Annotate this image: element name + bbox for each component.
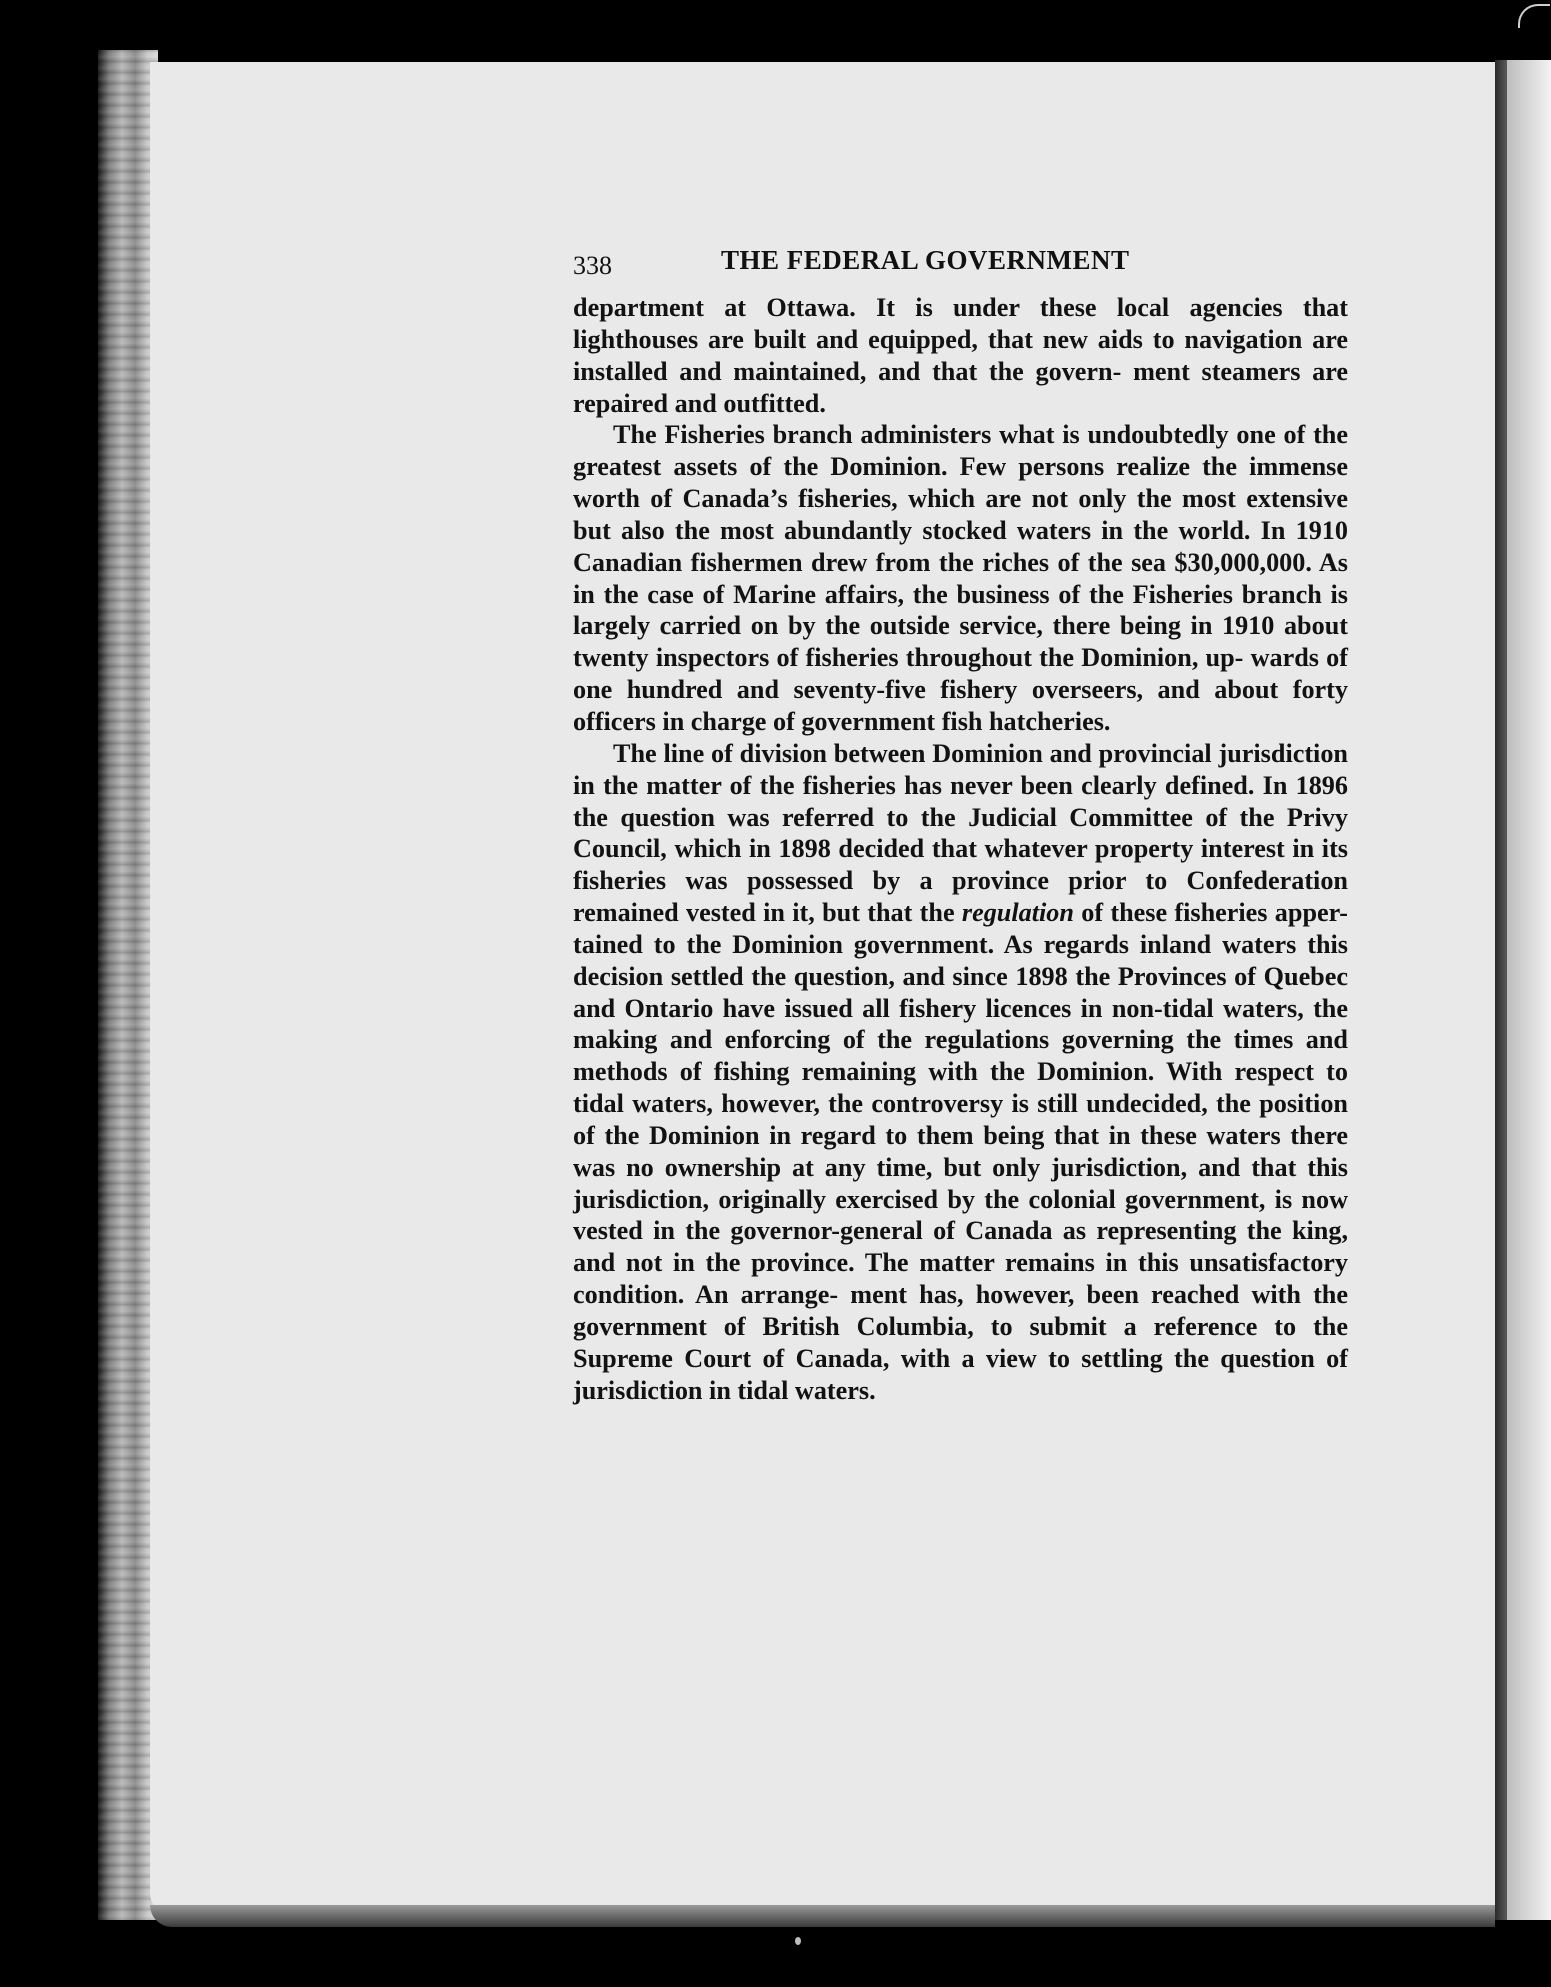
scan-blot bbox=[795, 1937, 801, 1945]
scan-grain bbox=[98, 50, 158, 1920]
paragraph-3-part-1: The line of division between Dominion and provincial jurisdiction in the matter of the fisheries has never been clearly defined. In 1896 the question was referred to the Judicial Committee of the Privy Council, which in 1898 decided that whatever property interest in its fisheries was possessed by a province prior to Confederation remained vested in it, but that the bbox=[573, 738, 1348, 928]
page-number: 338 bbox=[573, 251, 612, 280]
paragraph-1: department at Ottawa. It is under these local agencies that lighthouses are built and equipped, that new aids to navigation are installed and maintained, and that the govern- ment steamers are repaired and outfitted. bbox=[573, 293, 1348, 418]
facing-page-sliver bbox=[1507, 60, 1551, 1920]
scan-corner-mark bbox=[1518, 4, 1550, 28]
page-right-gutter bbox=[1495, 60, 1507, 1920]
paragraph-3 bbox=[573, 738, 1348, 1407]
italic-term-regulation: regulation bbox=[961, 898, 1074, 928]
body-text bbox=[573, 292, 1348, 1407]
scan-left-edge bbox=[98, 50, 158, 1920]
paragraph-3-part-2: of these fisheries apper- tained to the Dominion government. As regards inland waters this decision settled the question, and since 1898 the Provinces of Quebec and Ontario have issued all fishery licences in non-tidal waters, the making and enforcing of the regulations governing the times and methods of fishing remaining with the Dominion. With respect to tidal waters, however, the controversy is still undecided, the position of the Dominion in regard to them being that in these waters there was no ownership at any time, but only jurisdiction, and that this jurisdiction, originally exercised by the colonial government, is now vested in the governor-general of Canada as representing the king, and not in the province. The matter remains in this unsatisfactory condition. An arrange- ment has, however, been reached with the government of British Columbia, to submit a reference to the Supreme Court of Canada, with a view to settling the question of jurisdiction in tidal waters. bbox=[573, 898, 1349, 1405]
page-bottom-shadow bbox=[150, 1905, 1495, 1927]
page-header bbox=[573, 245, 1353, 285]
paragraph-2: The Fisheries branch administers what is undoubtedly one of the greatest assets of the Dominion. Few persons realize the immense worth of Canada’s fisheries, which are not only the most extensive but also the most abundantly stocked waters in the world. In 1910 Canadian fishermen drew from the riches of the sea $30,000,000. As in the case of Marine affairs, the business of the Fisheries branch is largely carried on by the outside service, there being in 1910 about twenty inspectors of fisheries throughout the Dominion, up- wards of one hundred and seventy-five fishery overseers, and about forty officers in charge of government fish hatcheries. bbox=[573, 420, 1348, 736]
running-head: THE FEDERAL GOVERNMENT bbox=[721, 245, 1130, 275]
